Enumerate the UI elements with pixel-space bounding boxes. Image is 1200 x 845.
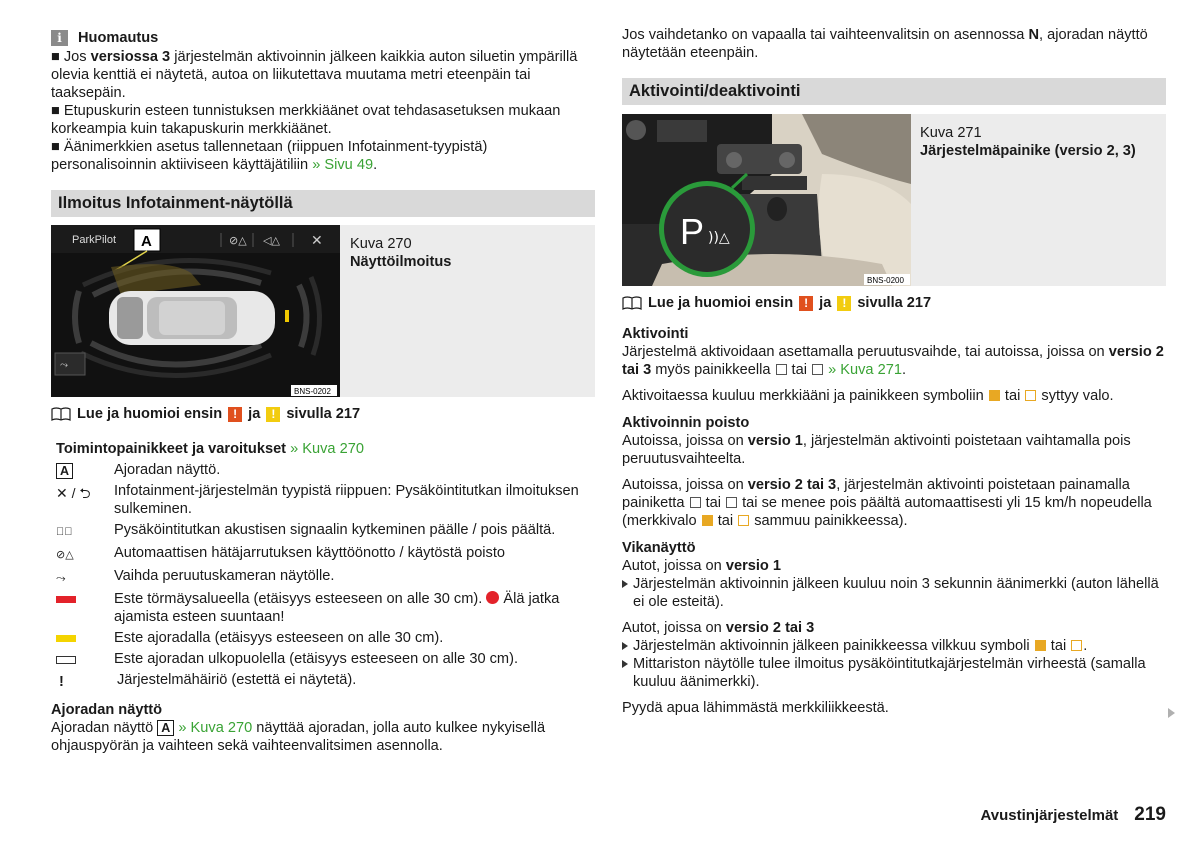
emergency-brake-icon: ⊘△ bbox=[56, 549, 74, 561]
list-item: Järjestelmän aktivoinnin jälkeen painikkeessa vilkkuu symboli tai . bbox=[622, 637, 1166, 655]
figure-title: Järjestelmäpainike (versio 2, 3) bbox=[920, 143, 1136, 159]
page-ref[interactable]: sivulla 217 bbox=[286, 406, 361, 422]
camera-switch-icon: ⤳ bbox=[60, 360, 68, 371]
read-first-line: Lue ja huomioi ensin ! ja ! sivulla 217 bbox=[51, 405, 595, 423]
page-number: 219 bbox=[1134, 804, 1166, 825]
figure-number: Kuva 270 bbox=[350, 236, 412, 252]
section-heading: Aktivointi/deaktivointi bbox=[622, 78, 1166, 105]
park-button-icon bbox=[776, 364, 787, 375]
red-bar-icon bbox=[56, 596, 76, 603]
stop-icon bbox=[486, 591, 499, 604]
park-symbol-lit-icon bbox=[702, 515, 713, 526]
park-button-icon bbox=[690, 497, 701, 508]
paragraph: Ajoradan näyttö A » Kuva 270 näyttää ajoradan, jolla auto kulkee nykyisellä ohjauspyörän ja vaihteen sekä vaihteenvalitsimen asennolla. bbox=[51, 720, 546, 754]
exclamation-icon: ! bbox=[59, 674, 64, 690]
paragraph: Järjestelmä aktivoidaan asettamalla peruutusvaihde, tai autoissa, joissa on versio 2 tai 3 myös painikkeella tai » Kuva 271. bbox=[622, 344, 1164, 378]
warning-yellow-icon: ! bbox=[837, 296, 851, 311]
table-row: Este ajoradan ulkopuolella (etäisyys esteeseen on alle 30 cm). bbox=[56, 650, 595, 668]
figure-title: Näyttöilmoitus bbox=[350, 254, 452, 270]
subheading: Ajoradan näyttö bbox=[51, 702, 163, 718]
figure-code: BNS-0202 bbox=[294, 387, 331, 396]
right-column bbox=[622, 26, 1166, 717]
page-footer bbox=[980, 804, 1166, 826]
paragraph: Pyydä apua lähimmästä merkkiliikkeestä. bbox=[622, 700, 889, 716]
marker-a-icon: A bbox=[56, 463, 73, 479]
symbol-table bbox=[51, 461, 595, 691]
park-assist-symbol-lit-icon bbox=[1025, 390, 1036, 401]
paragraph: Autot, joissa on versio 1 bbox=[622, 558, 782, 574]
figure-code: BNS-0200 bbox=[867, 276, 904, 285]
subheading: Aktivointi bbox=[622, 326, 689, 342]
list-item: Järjestelmän aktivoinnin jälkeen kuuluu noin 3 sekunnin äänimerkki (auton lähellä ei ole esteitä). bbox=[622, 575, 1166, 611]
camera-switch-icon: ⤳ bbox=[56, 571, 66, 585]
list-item: Mittariston näytölle tulee ilmoitus pysäköintitutkajärjestelmän virheestä (samalla kuuluu äänimerkki). bbox=[622, 655, 1166, 691]
close-back-icon: ✕ / ⮌ bbox=[56, 485, 91, 501]
yellow-bar-icon bbox=[56, 635, 76, 642]
table-row: ✕ / ⮌ Infotainment-järjestelmän tyypistä riippuen: Pysäköintitutkan ilmoituksen sulkeminen. bbox=[56, 483, 579, 517]
info-icon: i bbox=[51, 30, 68, 46]
book-icon bbox=[51, 407, 71, 421]
subheading: Aktivoinnin poisto bbox=[622, 415, 750, 431]
empty-bar-icon bbox=[56, 656, 76, 664]
figure-link[interactable]: » Kuva 270 bbox=[178, 720, 253, 736]
park-assist-symbol-lit-icon bbox=[1071, 640, 1082, 651]
park-assist-button-icon bbox=[812, 364, 823, 375]
paragraph: Autot, joissa on versio 2 tai 3 bbox=[622, 620, 815, 636]
warning-red-icon: ! bbox=[799, 296, 813, 311]
table-title: Toimintopainikkeet ja varoitukset » Kuva 270 bbox=[56, 441, 364, 457]
console-photo bbox=[622, 114, 911, 286]
park-symbol-lit-icon bbox=[1035, 640, 1046, 651]
note-box bbox=[51, 29, 595, 174]
table-row: ⤳ Vaihda peruutuskameran näytölle. bbox=[56, 568, 335, 585]
footer-section: Avustinjärjestelmät bbox=[980, 807, 1119, 824]
yellow-warning-bar bbox=[285, 310, 289, 322]
parkpilot-screen bbox=[51, 225, 340, 397]
car-silhouette bbox=[109, 291, 275, 345]
paragraph: Autoissa, joissa on versio 2 tai 3, järjestelmän aktivointi poistetaan painamalla painiketta tai tai se menee pois päältä automaattisesti yli 15 km/h nopeudella (merkkivalo tai sammuu painikkeessa). bbox=[622, 477, 1152, 529]
table-row: A Ajoradan näyttö. bbox=[56, 461, 595, 479]
note-header bbox=[51, 29, 595, 47]
left-column bbox=[51, 26, 595, 755]
page-link[interactable]: » Sivu 49 bbox=[312, 157, 374, 173]
paragraph: Autoissa, joissa on versio 1, järjestelmän aktivointi poistetaan vaihtamalla pois peruutusvaihteelta. bbox=[622, 433, 1131, 467]
note-bullet-2: ■ Etupuskurin esteen tunnistuksen merkkiäänet ovat tehdasasetuksen mukaan korkeampia kuin takapuskurin merkkiäänet. bbox=[51, 103, 561, 137]
figure-caption bbox=[340, 225, 451, 397]
figure-271 bbox=[622, 114, 1166, 286]
page-ref[interactable]: sivulla 217 bbox=[857, 295, 932, 311]
arrow-bullet-icon bbox=[622, 642, 628, 650]
note-title: Huomautus bbox=[78, 30, 159, 46]
arrow-bullet-icon bbox=[622, 580, 628, 588]
brake-icon: ⊘△ bbox=[229, 234, 247, 247]
figure-link[interactable]: » Kuva 270 bbox=[290, 441, 364, 457]
table-row: Este ajoradalla (etäisyys esteeseen on alle 30 cm). bbox=[56, 629, 595, 647]
table-row: ◁⃤ Pysäköintitutkan akustisen signaalin kytkeminen päälle / pois päältä. bbox=[56, 521, 595, 541]
parking-button-icon: P bbox=[680, 211, 705, 252]
sound-icon: ◁△ bbox=[263, 234, 280, 247]
paragraph: Aktivoitaessa kuuluu merkkiääni ja painikkeen symboliin tai syttyy valo. bbox=[622, 388, 1114, 404]
table-row: ! Järjestelmähäiriö (estettä ei näytetä). bbox=[56, 671, 595, 691]
close-icon: ✕ bbox=[311, 233, 323, 249]
figure-link[interactable]: » Kuva 271 bbox=[828, 362, 902, 378]
marker-a: A bbox=[141, 233, 152, 250]
warning-yellow-icon: ! bbox=[266, 407, 280, 422]
warning-red-icon: ! bbox=[228, 407, 242, 422]
sound-toggle-icon: ◁⃤ bbox=[56, 526, 73, 538]
figure-270 bbox=[51, 225, 595, 397]
park-symbol-lit-icon bbox=[989, 390, 1000, 401]
table-row: ⊘△ Automaattisen hätäjarrutuksen käyttöönotto / käytöstä poisto bbox=[56, 544, 595, 564]
screen-title: ParkPilot bbox=[72, 234, 117, 246]
park-assist-symbol-lit-icon bbox=[738, 515, 749, 526]
note-bullet-1: ■ Jos versiossa 3 järjestelmän aktivoinnin jälkeen kaikkia auton siluetin ympärillä olevia kenttiä ei näytetä, autoa on liikutettava muutama metri eteenpäin tai taaksepäin. bbox=[51, 49, 578, 101]
book-icon bbox=[622, 296, 642, 310]
read-first-line: Lue ja huomioi ensin ! ja ! sivulla 217 bbox=[622, 294, 1166, 312]
intro-paragraph: Jos vaihdetanko on vapaalla tai vaihteenvalitsin on asennossa N, ajoradan näyttö näytetään eteenpäin. bbox=[622, 27, 1148, 61]
arrow-bullet-icon bbox=[622, 660, 628, 668]
figure-number: Kuva 271 bbox=[920, 125, 982, 141]
figure-caption bbox=[911, 114, 1136, 286]
svg-text:))△: ))△ bbox=[708, 230, 730, 246]
note-bullet-3: ■ Äänimerkkien asetus tallennetaan (riippuen Infotainment-tyypistä) personalisoinnin aktiiviseen käyttäjätiliin » Sivu 49. bbox=[51, 139, 488, 173]
table-row: Este törmäysalueella (etäisyys esteeseen on alle 30 cm). Älä jatka ajamista esteen suuntaan! bbox=[56, 590, 595, 626]
marker-a-icon: A bbox=[157, 720, 174, 736]
park-assist-button-icon bbox=[726, 497, 737, 508]
section-heading: Ilmoitus Infotainment-näytöllä bbox=[51, 190, 595, 217]
subheading: Vikanäyttö bbox=[622, 540, 696, 556]
continue-arrow-icon bbox=[1168, 708, 1175, 718]
